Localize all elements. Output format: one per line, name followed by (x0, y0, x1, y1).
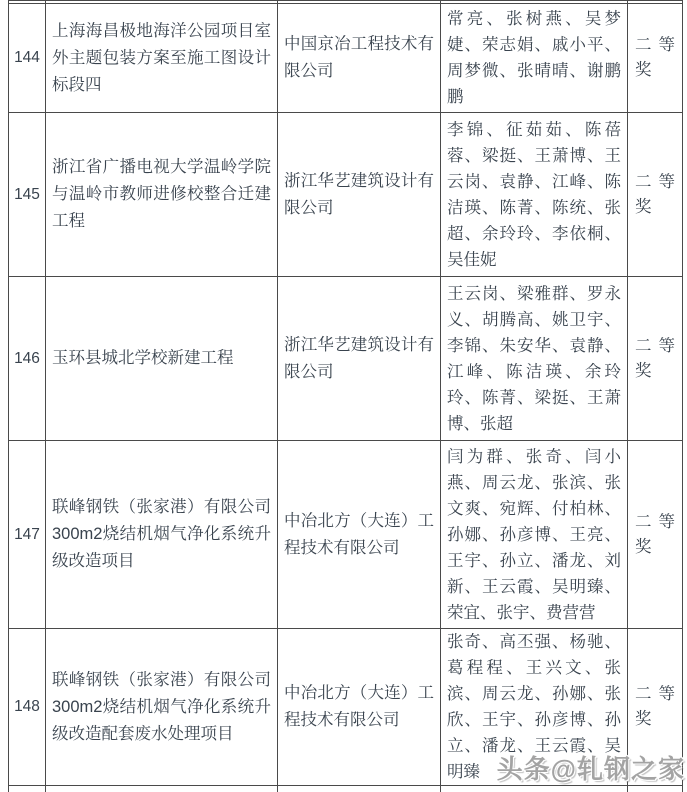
stub-cell (278, 786, 441, 792)
project-name: 玉环县城北学校新建工程 (46, 277, 278, 441)
award-level: 二等奖 (628, 277, 683, 441)
company-name: 中国京冶工程技术有限公司 (278, 4, 441, 113)
project-name: 浙江省广播电视大学温岭学院与温岭市教师进修校整合迁建工程 (46, 113, 278, 277)
award-level: 二等奖 (628, 113, 683, 277)
project-name: 上海海昌极地海洋公园项目室外主题包装方案至施工图设计标段四 (46, 4, 278, 113)
stub-cell (441, 786, 628, 792)
table-row (9, 4, 683, 113)
award-level: 二等奖 (628, 441, 683, 629)
row-number: 145 (9, 113, 46, 277)
people-names: 王云岗、梁雅群、罗永义、胡腾高、姚卫宇、李锦、朱安华、袁静、江峰、陈洁瑛、余玲玲、陈菁、梁挺、王萧博、张超 (441, 277, 628, 441)
stub-cell (46, 786, 278, 792)
table-row-partial-bottom (9, 786, 683, 792)
stub-cell (9, 786, 46, 792)
row-number: 144 (9, 4, 46, 113)
project-name: 联峰钢铁（张家港）有限公司300m2烧结机烟气净化系统升级改造配套废水处理项目 (46, 629, 278, 786)
company-name: 浙江华艺建筑设计有限公司 (278, 277, 441, 441)
row-number: 146 (9, 277, 46, 441)
table-row (9, 441, 683, 629)
award-table (8, 0, 683, 792)
people-names: 闫为群、张奇、闫小燕、周云龙、张滨、张文爽、宛辉、付柏林、孙娜、孙彦博、王亮、王宇、孙立、潘龙、刘新、王云霞、吴明臻、荣宜、张宇、费营营 (441, 441, 628, 629)
award-level: 二等奖 (628, 4, 683, 113)
project-name: 联峰钢铁（张家港）有限公司300m2烧结机烟气净化系统升级改造项目 (46, 441, 278, 629)
people-names: 常亮、张树燕、吴梦婕、荣志娟、戚小平、周梦微、张晴晴、谢鹏鹏 (441, 4, 628, 113)
people-names: 张奇、高丕强、杨驰、葛程程、王兴文、张滨、周云龙、孙娜、张欣、王宇、孙彦博、孙立、潘龙、王云霞、吴明臻 (441, 629, 628, 786)
toutiao-watermark: 头条@轧钢之家 (496, 754, 685, 784)
row-number: 147 (9, 441, 46, 629)
table-row (9, 277, 683, 441)
award-level: 二等奖 (628, 629, 683, 786)
company-name: 中冶北方（大连）工程技术有限公司 (278, 629, 441, 786)
company-name: 中冶北方（大连）工程技术有限公司 (278, 441, 441, 629)
people-names: 李锦、征茹茹、陈蓓蓉、梁挺、王萧博、王云岗、袁静、江峰、陈洁瑛、陈菁、陈统、张超、余玲玲、李依桐、吴佳妮 (441, 113, 628, 277)
stub-cell (628, 786, 683, 792)
table-row (9, 113, 683, 277)
row-number: 148 (9, 629, 46, 786)
company-name: 浙江华艺建筑设计有限公司 (278, 113, 441, 277)
